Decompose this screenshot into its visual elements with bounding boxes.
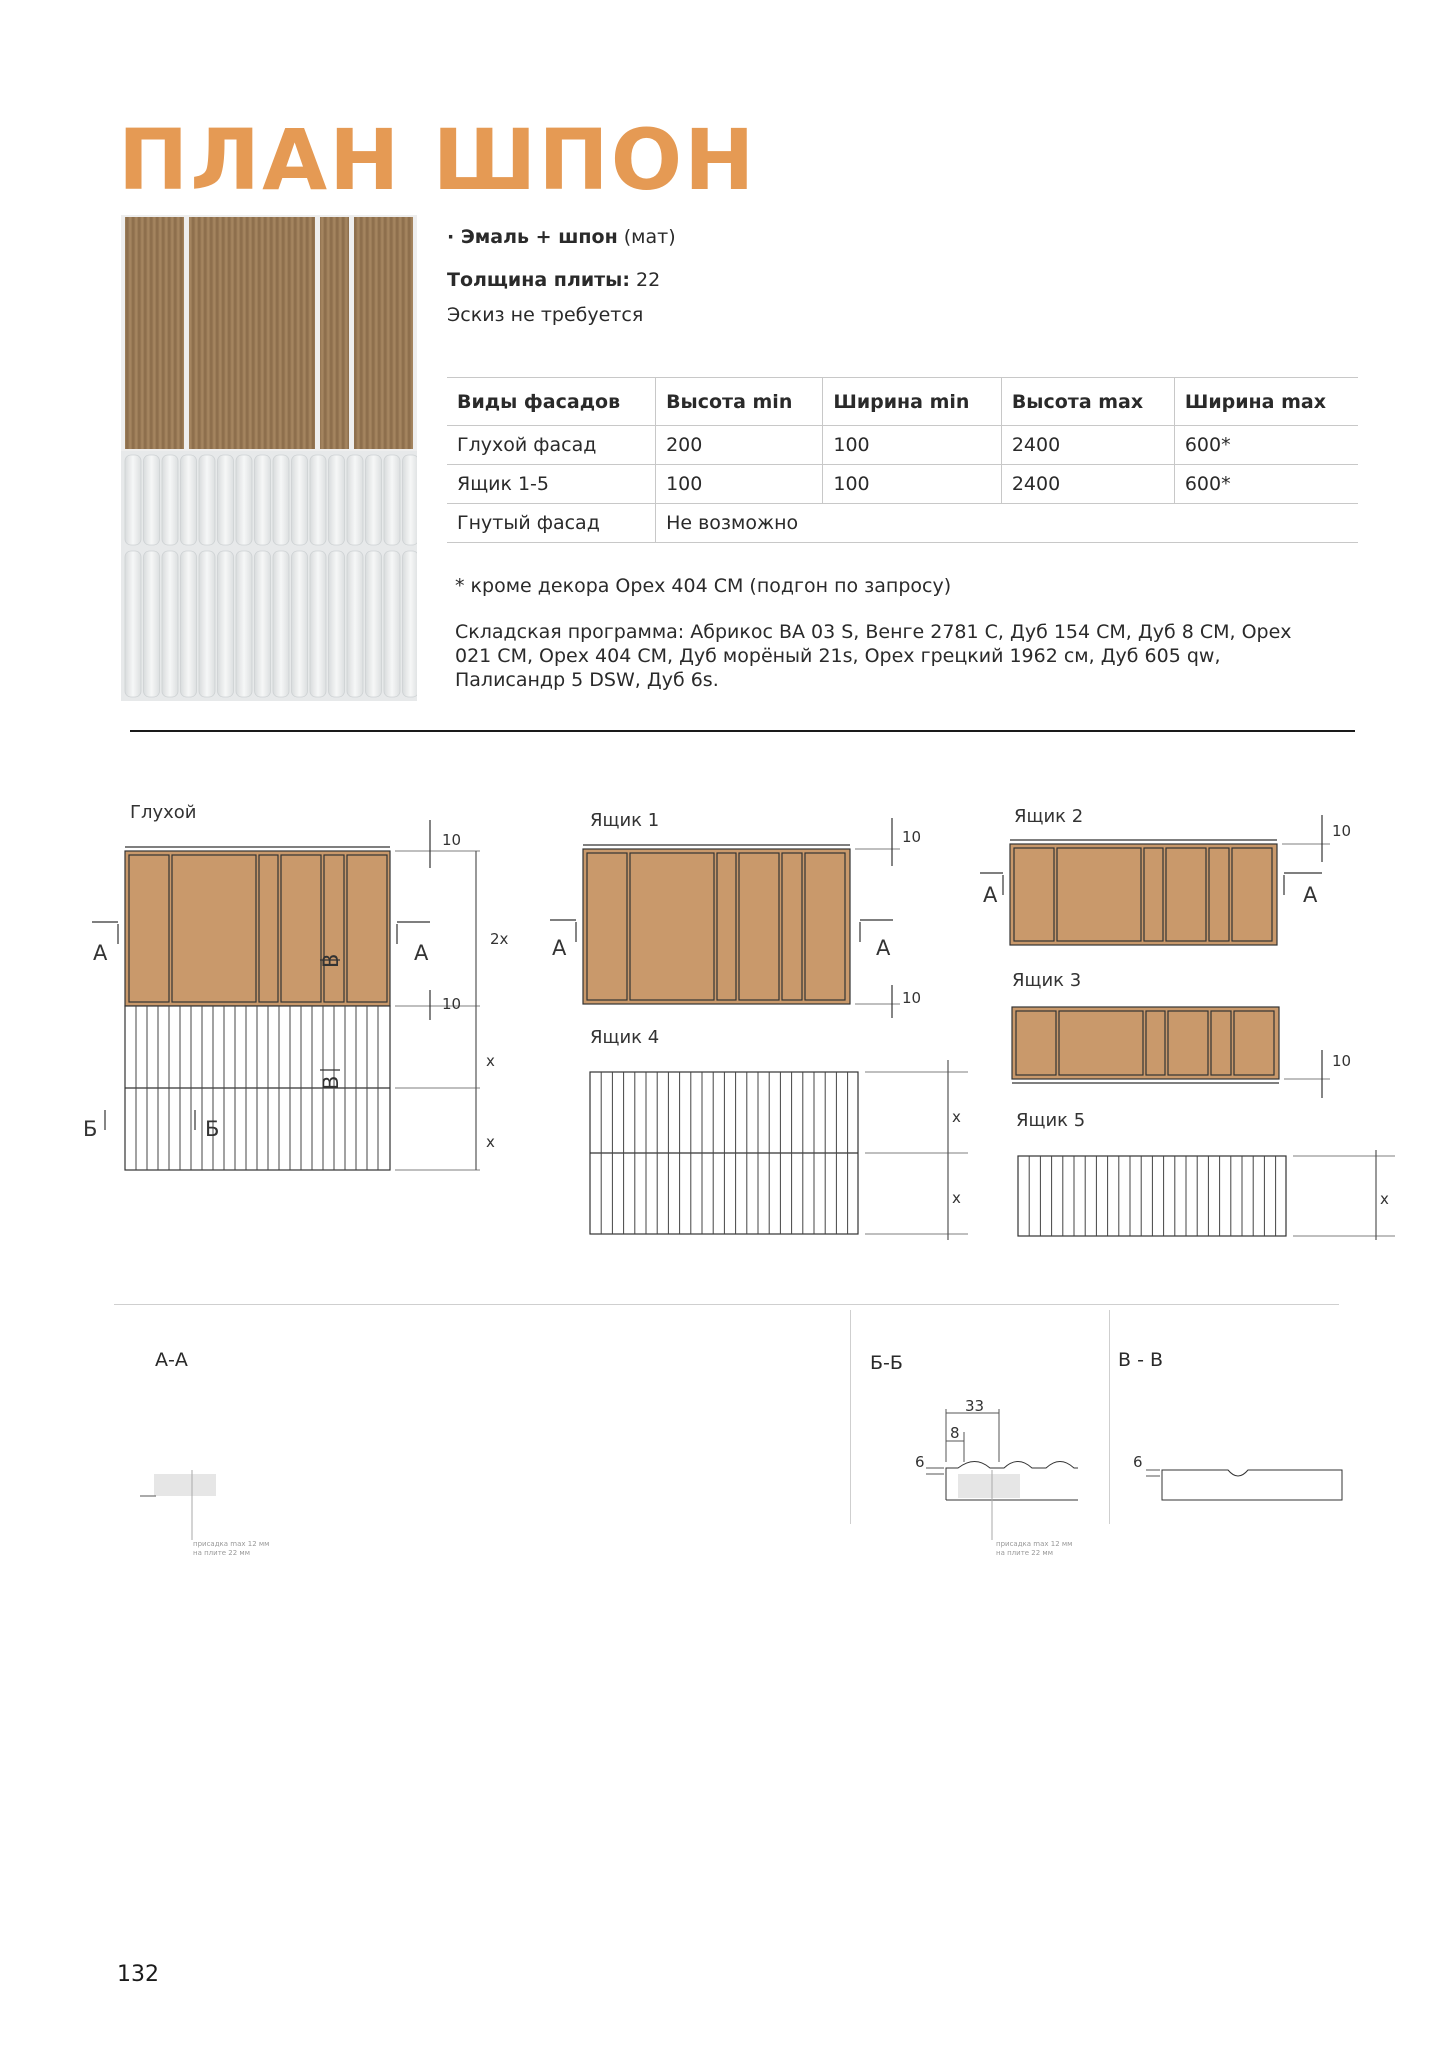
dim-10: 10 <box>1332 1052 1352 1070</box>
table-row <box>447 504 1358 543</box>
table-cell: 100 <box>656 465 823 504</box>
photo-flute <box>144 455 160 545</box>
photo-flute <box>181 551 197 697</box>
photo-flute <box>292 551 308 697</box>
photo-flute <box>329 455 345 545</box>
photo-flute <box>162 551 178 697</box>
photo-flute <box>329 551 345 697</box>
label-box3: Ящик 3 <box>1012 970 1082 991</box>
section-bb-title: Б-Б <box>870 1352 903 1374</box>
dim-10: 10 <box>902 828 922 846</box>
photo-flute <box>255 455 271 545</box>
photo-flute <box>403 455 418 545</box>
photo-flute <box>218 551 234 697</box>
coating-label: · Эмаль + шпон <box>447 226 618 248</box>
dim-x: x <box>952 1108 961 1126</box>
table-cell: 200 <box>656 426 823 465</box>
table-cell: Гнутый фасад <box>447 504 656 543</box>
page-number: 132 <box>117 1962 159 1987</box>
photo-flute <box>181 455 197 545</box>
section-mark-a: А <box>552 936 567 960</box>
photo-flute <box>255 551 271 697</box>
table-row <box>447 465 1358 504</box>
label-solid: Глухой <box>130 802 197 823</box>
label-box4: Ящик 4 <box>590 1027 660 1048</box>
photo-flute <box>384 455 400 545</box>
photo-flute <box>384 551 400 697</box>
photo-flute <box>273 551 289 697</box>
coating-finish: (мат) <box>617 226 676 248</box>
fitting-note: на плите 22 мм <box>193 1549 250 1557</box>
stock-program: Складская программа: Абрикос ВА 03 S, Венге 2781 С, Дуб 154 СМ, Дуб 8 СМ, Орех 021 СМ, Орех 404 СМ, Дуб морёный 21s, Орех грецкий 1962 см, Дуб 605 qw, Палисандр 5 DSW, Дуб 6s. <box>455 621 1292 691</box>
label-box5: Ящик 5 <box>1016 1110 1086 1131</box>
dim-10: 10 <box>902 989 922 1007</box>
section-drawings <box>0 1380 1448 1560</box>
photo-flute <box>218 455 234 545</box>
dim-x: x <box>486 1133 495 1151</box>
table-cell: Глухой фасад <box>447 426 656 465</box>
dim-10: 10 <box>1332 822 1352 840</box>
table-cell: 100 <box>823 426 1001 465</box>
table-cell: 2400 <box>1001 426 1174 465</box>
photo-flute <box>403 551 418 697</box>
product-photo <box>121 215 417 701</box>
section-mark-b: Б <box>205 1117 220 1141</box>
photo-flute <box>199 455 215 545</box>
table-cell: 600* <box>1174 426 1358 465</box>
table-cell: Ящик 1-5 <box>447 465 656 504</box>
facade-drawings <box>0 770 1448 1240</box>
dim-6: 6 <box>915 1453 925 1471</box>
photo-flute <box>273 455 289 545</box>
photo-flute <box>199 551 215 697</box>
dim-10: 10 <box>442 995 462 1013</box>
photo-flute <box>366 551 382 697</box>
photo-flute <box>125 551 141 697</box>
thickness-label: Толщина плиты: <box>447 269 630 291</box>
dim-x: x <box>952 1189 961 1207</box>
section-mark-b: Б <box>83 1117 98 1141</box>
dim-8: 8 <box>950 1424 960 1442</box>
photo-flute <box>310 551 326 697</box>
photo-flute <box>310 455 326 545</box>
thickness-value: 22 <box>629 269 661 291</box>
table-cell: 100 <box>823 465 1001 504</box>
col-header: Ширина max <box>1174 378 1358 426</box>
table-row <box>447 426 1358 465</box>
photo-flute <box>236 455 252 545</box>
photo-flute <box>347 551 363 697</box>
section-divider <box>114 1304 1339 1305</box>
fitting-note: на плите 22 мм <box>996 1549 1053 1557</box>
section-mark-a: А <box>1303 883 1318 907</box>
col-header: Высота max <box>1001 378 1174 426</box>
coating-line <box>447 226 676 249</box>
fitting-note: присадка max 12 мм <box>996 1540 1073 1548</box>
photo-flute <box>366 455 382 545</box>
section-mark-v: В <box>319 1075 343 1090</box>
dim-2x: 2x <box>490 930 509 948</box>
section-aa-title: А-А <box>155 1349 188 1371</box>
sketch-note: Эскиз не требуется <box>447 304 644 326</box>
section-vv-title: В - В <box>1118 1349 1164 1371</box>
dim-x: x <box>1380 1190 1389 1208</box>
dim-10: 10 <box>442 831 462 849</box>
divider <box>130 730 1355 732</box>
photo-flute <box>125 455 141 545</box>
table-header-row <box>447 378 1358 426</box>
dim-6: 6 <box>1133 1453 1143 1471</box>
label-box2: Ящик 2 <box>1014 806 1084 827</box>
table-cell: 600* <box>1174 465 1358 504</box>
photo-flute <box>236 551 252 697</box>
table-cell: 2400 <box>1001 465 1174 504</box>
section-mark-a: А <box>876 936 891 960</box>
table-cell: Не возможно <box>656 504 1358 543</box>
thickness-line <box>447 269 660 292</box>
col-header: Высота min <box>656 378 823 426</box>
section-mark-v: В <box>319 953 343 968</box>
col-header: Ширина min <box>823 378 1001 426</box>
section-mark-a: А <box>414 941 429 965</box>
section-mark-a: А <box>93 941 108 965</box>
dim-x: x <box>486 1052 495 1070</box>
photo-flute <box>347 455 363 545</box>
label-box1: Ящик 1 <box>590 810 660 831</box>
section-mark-a: А <box>983 883 998 907</box>
col-header: Виды фасадов <box>447 378 656 426</box>
solid-veneer-panel <box>125 851 390 1006</box>
footnote: * кроме декора Орех 404 СМ (подгон по запросу) <box>455 575 952 597</box>
photo-flute <box>162 455 178 545</box>
photo-flute <box>144 551 160 697</box>
fitting-note: присадка max 12 мм <box>193 1540 270 1548</box>
dim-33: 33 <box>965 1397 985 1415</box>
spec-table <box>447 377 1358 543</box>
page-title: ПЛАН ШПОН <box>118 111 757 209</box>
photo-flute <box>292 455 308 545</box>
